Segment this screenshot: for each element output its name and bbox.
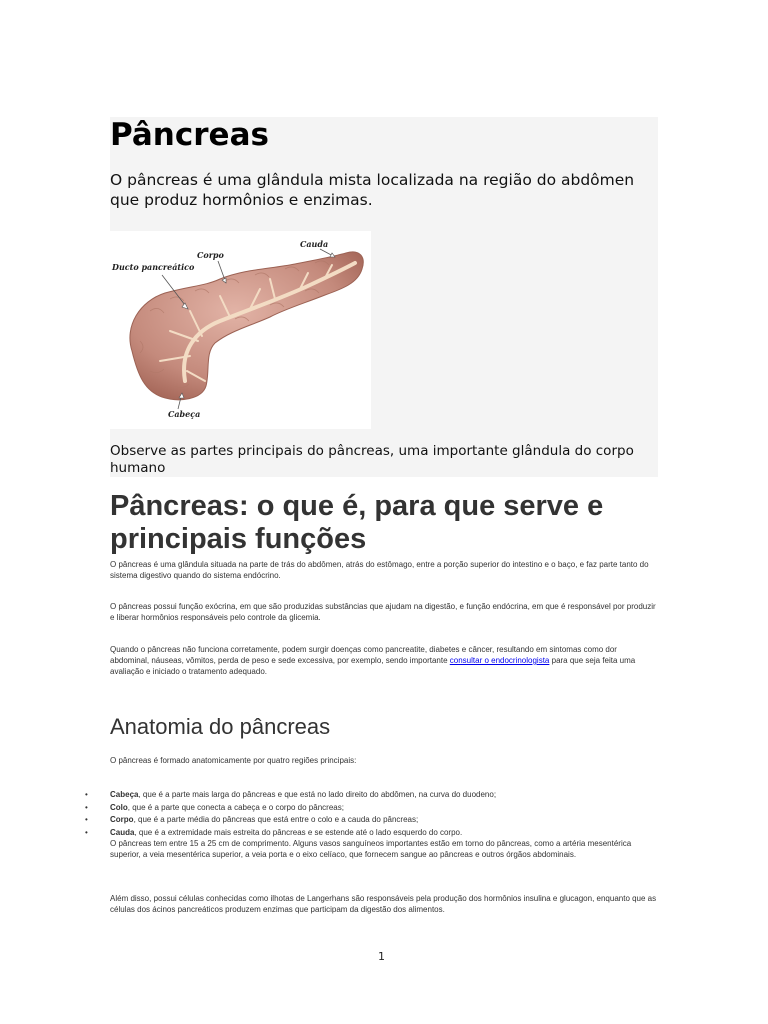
bullet: • bbox=[85, 815, 88, 824]
list-text: , que é a parte mais larga do pâncreas e que está no lado direito do abdômen, na curva do duodeno; bbox=[138, 790, 497, 799]
bullet: • bbox=[85, 802, 88, 812]
paragraph-diseases-end: para que seja feita uma avaliação e iniciado o tratamento adequado. bbox=[110, 656, 636, 676]
paragraph-langerhans: Além disso, possui células conhecidas como ilhotas de Langerhans são responsáveis pela produção dos hormônios insulina e glucagon, enquanto que as células dos ácinos pancreáticos produzem enzimas que participam da digestão dos alimentos. bbox=[110, 894, 657, 914]
list-item bbox=[85, 802, 658, 815]
bullet: • bbox=[85, 827, 88, 837]
pancreas-organ bbox=[130, 252, 363, 400]
list-item bbox=[85, 814, 658, 827]
hero-lead: O pâncreas é uma glândula mista localizada na região do abdômen que produz hormônios e enzimas. bbox=[110, 171, 635, 209]
paragraph-size: O pâncreas tem entre 15 a 25 cm de comprimento. Alguns vasos sanguíneos importantes estão em torno do pâncreas, como a artéria mesentérica superior, a veia mesentérica superior, a veia porta e o eixo celíaco, que fornecem sangue ao pâncreas e outros órgãos abdominais. bbox=[110, 839, 632, 859]
pancreas-illustration bbox=[110, 231, 371, 429]
paragraph-diseases bbox=[110, 644, 658, 677]
page-title: Pâncreas bbox=[110, 117, 269, 153]
paragraph-intro: O pâncreas é uma glândula situada na parte de trás do abdômen, atrás do estômago, entre a porção superior do intestino e o baço, e faz parte tanto do sistema digestivo quando do sistema endócrino. bbox=[110, 560, 649, 580]
anatomy-list bbox=[85, 789, 658, 839]
paragraph-diseases-text: Quando o pâncreas não funciona corretamente, podem surgir doenças como pancreatite, diabetes e câncer, resultando em sintomas como dor abdominal, náuseas, vômitos, perda de peso e sede excessiva, por exemplo, sendo importante bbox=[110, 645, 617, 665]
label-cabeca: Cabeça bbox=[168, 409, 201, 419]
list-text: , que é a parte média do pâncreas que está entre o colo e a cauda do pâncreas; bbox=[133, 815, 419, 824]
article-heading: Pâncreas: o que é, para que serve e principais funções bbox=[110, 490, 604, 555]
section-heading-anatomy: Anatomia do pâncreas bbox=[110, 714, 331, 739]
page-number: 1 bbox=[378, 950, 385, 963]
figure-caption: Observe as partes principais do pâncreas, uma importante glândula do corpo humano bbox=[110, 443, 634, 476]
list-text: , que é a parte que conecta a cabeça e o corpo do pâncreas; bbox=[127, 802, 344, 812]
paragraph-function: O pâncreas possui função exócrina, em que são produzidas substâncias que ajudam na digestão, e função endócrina, em que é responsável por produzir e liberar hormônios responsáveis pelo controle da glicemia. bbox=[110, 602, 656, 622]
label-corpo: Corpo bbox=[197, 250, 224, 260]
list-term: Cauda bbox=[110, 827, 135, 837]
list-term: Colo bbox=[110, 802, 128, 812]
paragraph-anatomy-intro: O pâncreas é formado anatomicamente por quatro regiões principais: bbox=[110, 756, 357, 765]
list-term: Cabeça bbox=[110, 790, 139, 799]
list-term: Corpo bbox=[110, 815, 134, 824]
list-text: , que é a extremidade mais estreita do pâncreas e se estende até o lado esquerdo do corpo. bbox=[134, 827, 463, 837]
label-ducto: Ducto pancreático bbox=[112, 262, 195, 272]
list-item bbox=[85, 789, 658, 802]
bullet: • bbox=[85, 790, 88, 799]
endocrinologist-link[interactable]: consultar o endocrinologista bbox=[449, 656, 550, 665]
label-cauda: Cauda bbox=[300, 239, 329, 249]
